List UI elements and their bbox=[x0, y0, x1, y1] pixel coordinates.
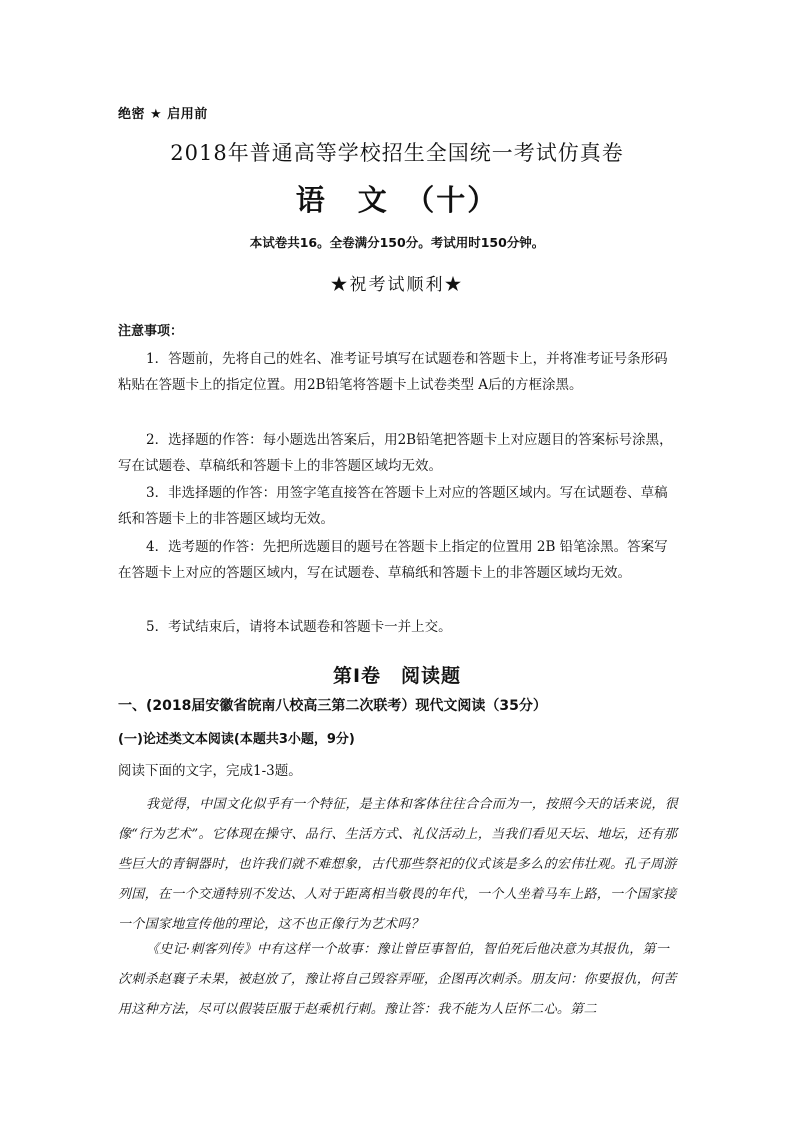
note-item: 5．考试结束后，请将本试题卷和答题卡一并上交。 bbox=[146, 619, 452, 635]
exam-info-line: 本试卷共16。全卷满分150分。考试用时150分钟。 bbox=[249, 235, 545, 250]
reading-instruction: 阅读下面的文字，完成1-3题。 bbox=[118, 763, 302, 779]
section-heading: 一、(2018届安徽省皖南八校高三第二次联考）现代文阅读（35分） bbox=[118, 698, 547, 714]
note-item: 2．选择题的作答：每小题选出答案后，用2B铅笔把答题卡上对应题目的答案标号涂黑，写在试题卷、草稿纸和答题卡上的非答题区域均无效。 bbox=[118, 432, 673, 474]
note-item: 1．答题前，先将自己的姓名、准考证号填写在试题卷和答题卡上，并将准考证号条形码粘贴在答题卡上的指定位置。用2B铅笔将答题卡上试卷类型 A后的方框涂黑。 bbox=[118, 351, 668, 393]
subsection-heading: (一)论述类文本阅读(本题共3小题，9分) bbox=[118, 732, 355, 747]
passage-paragraph: 我觉得，中国文化似乎有一个特征，是主体和客体往往合合而为一，按照今天的话来说，很像“行为艺术”。它体现在操守、品行、生活方式、礼仪活动上，当我们看见天坛、地坛，还有那些巨大的青铜器时，也许我们就不难想象，古代那些祭祀的仪式该是多么的宏伟壮观。孔子周游列国，在一个交通特别不发达、人对于距离相当敬畏的年代，一个人坐着马车上路，一个国家接一个国家地宣传他的理论，这不也正像行为艺术吗？ bbox=[118, 797, 679, 932]
part-heading: 第Ⅰ卷 阅读题 bbox=[332, 665, 462, 687]
passage-paragraph: 《史记·刺客列传》中有这样一个故事：豫让曾臣事智伯，智伯死后他决意为其报仇，第一次刺杀赵襄子未果，被赵放了，豫让将自己毁容弄哑，企图再次刺杀。朋友问：你要报仇，何苦用这种方法，尽可以假装臣服于赵乘机行刺。豫让答：我不能为人臣怀二心。第二 bbox=[118, 942, 677, 1017]
good-luck-banner: ★祝考试顺利★ bbox=[330, 275, 464, 295]
confidential-label: 绝密 ★ 启用前 bbox=[118, 107, 208, 122]
subject-title: 语 文 （十） bbox=[295, 183, 499, 217]
note-item: 3．非选择题的作答：用签字笔直接答在答题卡上对应的答题区域内。写在试题卷、草稿纸和答题卡上的非答题区域均无效。 bbox=[118, 485, 668, 527]
notes-heading: 注意事项： bbox=[118, 324, 184, 339]
exam-title: 2018年普通高等学校招生全国统一考试仿真卷 bbox=[170, 141, 624, 165]
note-item: 4．选考题的作答：先把所选题目的题号在答题卡上指定的位置用 2B 铅笔涂黑。答案写在答题卡上对应的答题区域内，写在试题卷、草稿纸和答题卡上的非答题区域均无效。 bbox=[118, 539, 668, 581]
